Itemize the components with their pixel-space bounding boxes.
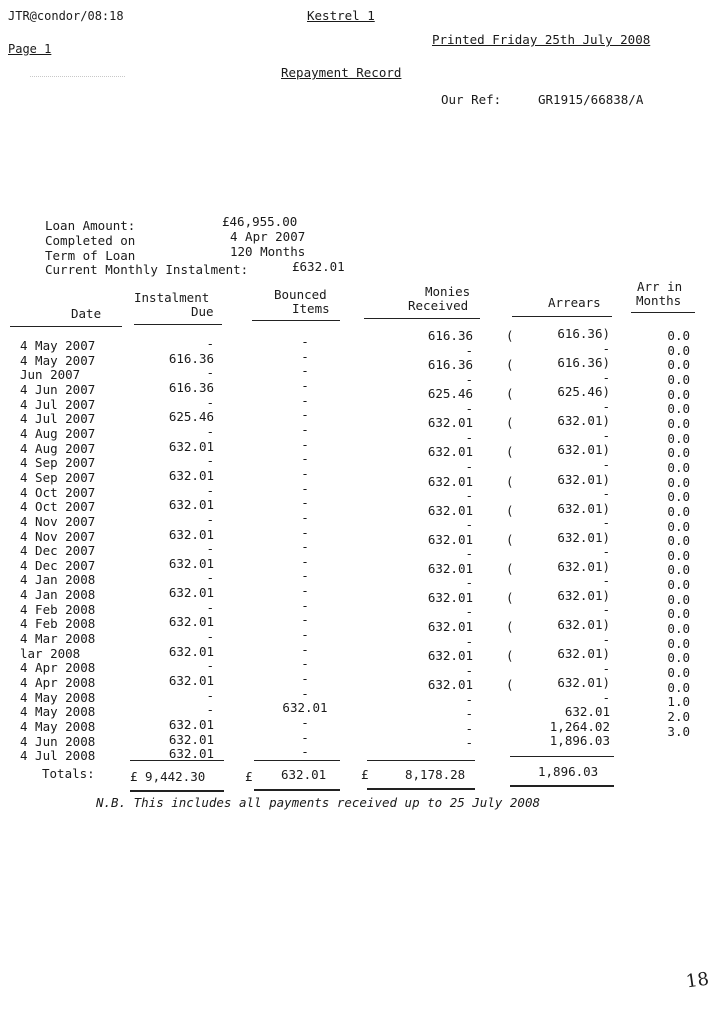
monies-cell: - <box>465 575 473 591</box>
date-cell: 4 Jan 2008 <box>20 572 96 588</box>
instalment-cell: - <box>206 482 214 498</box>
instalment-cell: - <box>206 541 214 557</box>
header-rule-arrears <box>512 316 612 317</box>
arrears-cell: 632.01) <box>557 471 610 487</box>
monies-cell: - <box>465 691 473 707</box>
arr-months-cell: 0.0 <box>667 547 690 563</box>
monies-cell: - <box>465 371 473 387</box>
instalment-cell: 632.01 <box>168 746 214 762</box>
totals-bounced-currency: £ <box>245 769 253 784</box>
date-cell: 4 May 2008 <box>20 718 96 734</box>
double-rule-monies <box>367 788 475 790</box>
monies-cell: - <box>465 662 473 678</box>
arrears-cell: 632.01) <box>557 587 610 603</box>
date-cell: 4 Sep 2007 <box>20 455 96 471</box>
instalment-cell: 632.01 <box>168 467 214 483</box>
arrears-cell: - <box>602 398 610 414</box>
instalment-cell: - <box>206 599 214 615</box>
monies-cell: 625.46 <box>427 386 473 402</box>
arrears-paren: ( <box>506 589 514 605</box>
date-cell: Jun 2007 <box>20 367 81 383</box>
arr-months-cell: 0.0 <box>667 577 690 592</box>
col-bounced-header-2: Items <box>292 301 330 316</box>
arrears-cell: - <box>602 515 610 531</box>
date-cell: 4 May 2007 <box>20 338 96 353</box>
date-cell: 4 Jun 2008 <box>20 733 96 749</box>
header-rule-bounced <box>252 320 340 321</box>
instalment-cell: - <box>206 629 214 644</box>
monies-cell: - <box>465 342 473 358</box>
bounced-cell: - <box>301 524 309 540</box>
arrears-paren: ( <box>506 328 514 343</box>
instalment-cell: 632.01 <box>168 731 214 747</box>
arrears-cell: - <box>602 689 610 705</box>
instalment-cell: 632.01 <box>168 438 214 454</box>
bounced-cell: - <box>301 465 309 481</box>
instalment-cell: - <box>206 423 214 439</box>
instalment-cell: - <box>206 336 214 351</box>
bounced-cell: - <box>301 553 309 569</box>
arrears-cell: 1,896.03 <box>549 733 610 749</box>
monies-cell: - <box>465 706 473 722</box>
monies-cell: 616.36 <box>427 328 473 343</box>
bounced-cell: - <box>301 436 309 452</box>
arrears-cell: - <box>602 427 610 443</box>
bounced-cell: - <box>301 392 309 408</box>
totals-monies-currency: £ <box>361 767 369 782</box>
term-value: 120 Months <box>230 244 306 259</box>
instalment-cell: - <box>206 658 214 674</box>
bounced-cell: - <box>301 685 309 701</box>
date-cell: 4 Oct 2007 <box>20 484 96 500</box>
arr-months-cell: 0.0 <box>667 459 690 475</box>
bounced-cell: - <box>301 480 309 496</box>
date-cell: 4 Sep 2007 <box>20 469 96 485</box>
monies-cell: 632.01 <box>427 502 473 518</box>
date-cell: 4 Oct 2007 <box>20 499 96 515</box>
monies-cell: 632.01 <box>427 444 473 460</box>
double-rule-instalment <box>130 790 224 792</box>
ref-label: Our Ref: <box>441 92 502 107</box>
arrears-cell: 632.01) <box>557 500 610 516</box>
monies-cell: 632.01 <box>427 648 473 664</box>
instalment-value: £632.01 <box>292 259 345 274</box>
instalment-cell: 625.46 <box>168 409 214 425</box>
monies-cell: 632.01 <box>427 589 473 605</box>
instalment-cell: - <box>206 365 214 381</box>
arr-months-cell: 0.0 <box>667 357 690 373</box>
arr-months-cell: 0.0 <box>667 635 690 651</box>
arr-months-cell: 0.0 <box>667 621 690 636</box>
bounced-cell: - <box>301 377 309 393</box>
header-rule-date <box>10 326 122 327</box>
arrears-paren: ( <box>506 473 514 489</box>
bounced-cell: - <box>301 495 309 511</box>
instalment-label: Current Monthly Instalment: <box>45 262 249 277</box>
col-monies-header-1: Monies <box>425 284 471 299</box>
page-label: Page 1 <box>8 42 52 56</box>
term-label: Term of Loan <box>45 248 136 263</box>
col-arr-months-header-1: Arr in <box>637 279 683 294</box>
date-cell: 4 May 2008 <box>20 704 96 720</box>
totals-bounced: 632.01 <box>281 767 327 782</box>
arr-months-cell: 0.0 <box>667 430 690 446</box>
instalment-cell: 632.01 <box>168 673 214 688</box>
bounced-cell: - <box>301 671 309 686</box>
totals-label: Totals: <box>42 766 95 781</box>
monies-cell: 632.01 <box>427 473 473 489</box>
arr-months-cell: 1.0 <box>667 694 690 710</box>
arrears-paren: ( <box>506 444 514 460</box>
monies-cell: 632.01 <box>427 560 473 576</box>
col-date-header: Date <box>71 306 102 321</box>
handwritten-page-number: 18 <box>684 968 711 993</box>
instalment-cell: - <box>206 394 214 410</box>
col-instalment-header-1: Instalment <box>134 290 210 305</box>
system-title: Kestrel 1 <box>307 8 375 23</box>
totals-monies: 8,178.28 <box>405 767 466 782</box>
col-instalment-header-2: Due <box>191 304 214 319</box>
bounced-cell: - <box>301 656 309 672</box>
arr-months-cell: 0.0 <box>667 489 690 505</box>
monies-cell: - <box>465 400 473 416</box>
arr-months-cell: 0.0 <box>667 606 690 622</box>
arr-months-cell: 0.0 <box>667 328 690 343</box>
arrears-cell: - <box>602 631 610 647</box>
ref-value: GR1915/66838/A <box>538 92 644 107</box>
col-bounced-header-1: Bounced <box>274 287 327 302</box>
date-cell: 4 Mar 2008 <box>20 631 96 646</box>
arrears-cell: - <box>602 660 610 676</box>
date-cell: 4 Jun 2007 <box>20 381 96 397</box>
instalment-cell: 632.01 <box>168 555 214 571</box>
arr-months-cell: 0.0 <box>667 386 690 402</box>
double-rule-bounced <box>254 789 340 791</box>
arrears-cell: 632.01) <box>557 413 610 429</box>
bounced-cell: - <box>301 451 309 467</box>
instalment-cell: - <box>206 453 214 469</box>
completed-label: Completed on <box>45 233 136 248</box>
arrears-cell: 1,264.02 <box>549 718 610 734</box>
arrears-cell: 616.36) <box>557 355 610 371</box>
arrears-paren: ( <box>506 677 514 693</box>
bounced-cell: - <box>301 407 309 423</box>
monies-cell: 632.01 <box>427 415 473 431</box>
arr-months-cell: 0.0 <box>667 474 690 490</box>
scan-smudge <box>30 76 125 79</box>
bounced-cell: - <box>301 612 309 628</box>
instalment-cell: 632.01 <box>168 497 214 513</box>
arr-months-cell: 3.0 <box>667 723 690 739</box>
arrears-cell: 632.01) <box>557 442 610 458</box>
arrears-paren: ( <box>506 531 514 547</box>
date-cell: 4 Jul 2008 <box>20 748 96 764</box>
col-arrears-header: Arrears <box>548 295 601 310</box>
instalment-cell: - <box>206 687 214 703</box>
monies-cell: - <box>465 429 473 445</box>
monies-cell: 616.36 <box>427 357 473 373</box>
date-cell: lar 2008 <box>20 645 81 661</box>
arrears-cell: - <box>602 340 610 356</box>
totals-rule-instalment <box>130 760 224 761</box>
bounced-cell: - <box>301 597 309 613</box>
date-cell: 4 May 2008 <box>20 689 96 705</box>
arrears-cell: - <box>602 602 610 618</box>
arr-months-cell: 0.0 <box>667 679 690 695</box>
arrears-paren: ( <box>506 502 514 518</box>
arrears-paren: ( <box>506 560 514 576</box>
instalment-cell: - <box>206 570 214 586</box>
totals-rule-bounced <box>254 760 340 761</box>
arrears-paren: ( <box>506 386 514 402</box>
header-rule-arr-months <box>631 312 695 313</box>
arrears-cell: - <box>602 456 610 472</box>
bounced-cell: - <box>301 421 309 437</box>
bounced-cell: - <box>301 627 309 642</box>
monies-cell: 632.01 <box>427 619 473 634</box>
monies-cell: - <box>465 517 473 533</box>
date-cell: 4 Nov 2007 <box>20 513 96 529</box>
date-cell: 4 Aug 2007 <box>20 440 96 456</box>
totals-rule-monies <box>367 760 475 761</box>
bounced-cell: - <box>301 744 309 760</box>
bounced-cell: 632.01 <box>282 700 328 716</box>
bounced-cell: - <box>301 729 309 745</box>
date-cell: 4 Apr 2008 <box>20 675 96 690</box>
date-cell: 4 May 2007 <box>20 352 96 368</box>
arrears-cell: - <box>602 369 610 385</box>
arrears-cell: 632.01) <box>557 675 610 691</box>
header-rule-monies <box>364 318 480 319</box>
arr-months-cell: 0.0 <box>667 518 690 534</box>
bounced-cell: - <box>301 334 309 349</box>
monies-cell: - <box>465 633 473 649</box>
instalment-cell: 616.36 <box>168 379 214 395</box>
instalment-cell: 632.01 <box>168 614 214 630</box>
bounced-cell: - <box>301 539 309 555</box>
double-rule-arrears <box>510 785 614 787</box>
monies-cell: - <box>465 735 473 751</box>
arrears-cell: 632.01) <box>557 558 610 574</box>
arrears-paren: ( <box>506 648 514 664</box>
arrears-cell: 632.01) <box>557 617 610 632</box>
bounced-cell: - <box>301 583 309 598</box>
monies-cell: - <box>465 720 473 736</box>
arr-months-cell: 0.0 <box>667 371 690 387</box>
arr-months-cell: 0.0 <box>667 533 690 549</box>
arrears-cell: 632.01) <box>557 529 610 545</box>
arrears-cell: 632.01 <box>564 704 610 720</box>
date-cell: 4 Dec 2007 <box>20 557 96 573</box>
arr-months-cell: 0.0 <box>667 591 690 607</box>
arrears-cell: - <box>602 544 610 560</box>
arr-months-cell: 0.0 <box>667 415 690 431</box>
arrears-paren: ( <box>506 415 514 431</box>
instalment-cell: 632.01 <box>168 716 214 732</box>
instalment-cell: - <box>206 702 214 718</box>
bounced-cell: - <box>301 509 309 525</box>
monies-cell: - <box>465 604 473 620</box>
instalment-cell: - <box>206 511 214 527</box>
date-cell: 4 Jul 2007 <box>20 396 96 412</box>
arr-months-cell: 0.0 <box>667 445 690 461</box>
completed-value: 4 Apr 2007 <box>230 229 306 244</box>
bounced-cell: - <box>301 641 309 657</box>
date-cell: 4 Jan 2008 <box>20 587 96 602</box>
date-cell: 4 Jul 2007 <box>20 411 96 427</box>
bounced-cell: - <box>301 363 309 379</box>
arrears-cell: - <box>602 486 610 502</box>
date-cell: 4 Feb 2008 <box>20 616 96 632</box>
footnote: N.B. This includes all payments received up to 25 July 2008 <box>96 795 541 810</box>
totals-rule-arrears <box>510 756 614 757</box>
instalment-cell: 632.01 <box>168 585 214 600</box>
arr-months-cell: 0.0 <box>667 650 690 666</box>
monies-cell: - <box>465 546 473 562</box>
arr-months-cell: 0.0 <box>667 665 690 680</box>
bounced-cell: - <box>301 714 309 730</box>
arrears-cell: - <box>602 573 610 589</box>
bounced-cell: - <box>301 348 309 364</box>
arrears-cell: 625.46) <box>557 384 610 400</box>
arrears-cell: 616.36) <box>557 326 610 341</box>
monies-cell: 632.01 <box>427 677 473 693</box>
arr-months-cell: 0.0 <box>667 401 690 417</box>
document-title: Repayment Record <box>281 65 402 80</box>
arrears-cell: 632.01) <box>557 646 610 662</box>
loan-amount-value: £46,955.00 <box>222 214 298 229</box>
arrears-paren: ( <box>506 357 514 373</box>
totals-arrears: 1,896.03 <box>538 764 599 779</box>
instalment-cell: 632.01 <box>168 643 214 659</box>
arr-months-cell: 0.0 <box>667 562 690 578</box>
date-cell: 4 Apr 2008 <box>20 660 96 676</box>
date-cell: 4 Dec 2007 <box>20 543 96 559</box>
arrears-paren: ( <box>506 619 514 634</box>
monies-cell: - <box>465 488 473 504</box>
printed-date: Printed Friday 25th July 2008 <box>432 32 651 47</box>
arr-months-cell: 2.0 <box>667 708 690 724</box>
arr-months-cell: 0.0 <box>667 503 690 519</box>
date-cell: 4 Nov 2007 <box>20 528 96 544</box>
totals-instalment: £ 9,442.30 <box>130 769 206 784</box>
instalment-cell: 632.01 <box>168 526 214 542</box>
col-arr-months-header-2: Months <box>636 293 682 308</box>
loan-amount-label: Loan Amount: <box>45 218 136 233</box>
col-monies-header-2: Received <box>408 298 469 313</box>
monies-cell: - <box>465 458 473 474</box>
bounced-cell: - <box>301 568 309 584</box>
header-rule-instalment <box>134 324 222 325</box>
operator-stamp: JTR@condor/08:18 <box>8 9 124 23</box>
arr-months-cell: 0.0 <box>667 342 690 358</box>
date-cell: 4 Feb 2008 <box>20 601 96 617</box>
instalment-cell: 616.36 <box>168 350 214 366</box>
monies-cell: 632.01 <box>427 531 473 547</box>
date-cell: 4 Aug 2007 <box>20 425 96 441</box>
